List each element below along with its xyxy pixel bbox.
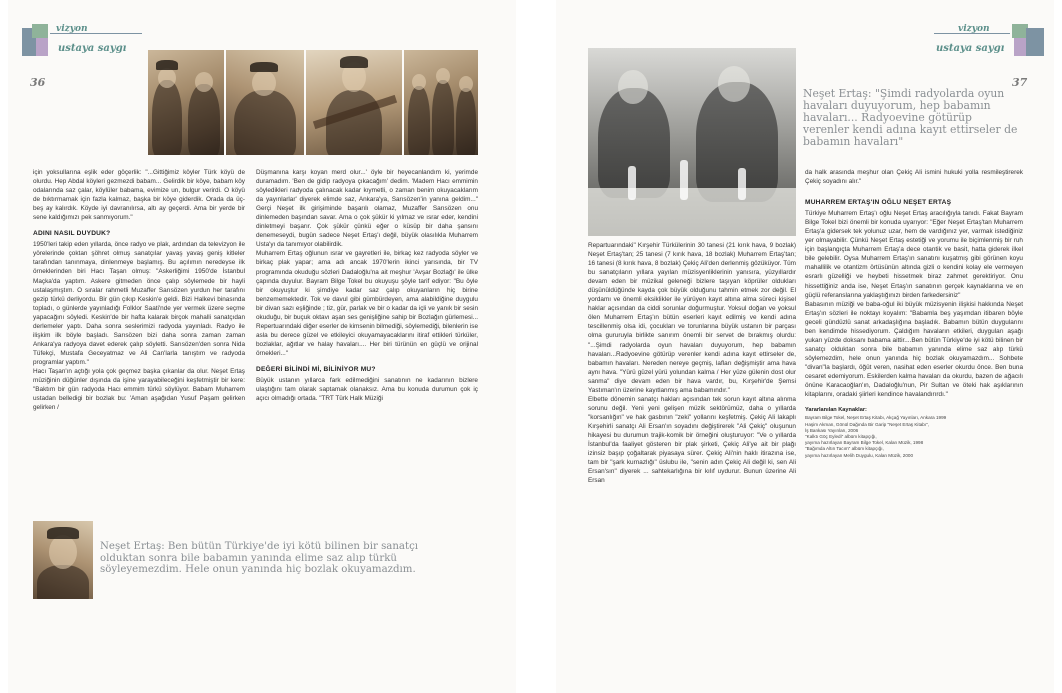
right-pull-quote: Neşet Ertaş: "Şimdi radyolarda oyun havaları duyuyorum, hep babamın havaları... Radyoevine götürüp verenler kendi adına kayıt ettirseler de babamın havaları" xyxy=(803,87,1018,148)
right-column-1 xyxy=(588,241,796,485)
left-col1-intro: için yoksullarına eşlik eder göçerlik: "...Gittiğimiz köyler Türk köyü de olurdu. Hep Abdal köyleri gezmezdi babam... Gelirdik bir köye, babam köy odalarında saz çalar, köylüler babama, evimize un, bulgur verirdi. O köyü de bıktırmamak için fazla kalmaz, başka bir köye giderdik. Orada da üç-beş ay kalırdık. Köyde iyi davranılırsa, altı ay geçerdi. Ama bir yerde bir sene kaldığımızı pek sanmıyorum." xyxy=(33,169,245,222)
reference-item: yayıma hazırlayan Bayram Bilge Tokel, Kalan Müzik, 1998 xyxy=(805,440,924,446)
left-column-1 xyxy=(33,168,245,412)
photo-men-with-saz xyxy=(148,50,224,155)
header-square-green xyxy=(32,24,48,38)
section-label: ustaya saygı xyxy=(936,43,1005,54)
reference-item: yayıma hazırlayan Melih Duygulu, Kalan Müzik, 2000 xyxy=(805,452,914,458)
reference-item: Bayram Bilge Tokel, Neşet Ertaş Kitabı, Akçağ Yayınları, Ankara 1999 xyxy=(805,415,947,421)
left-page xyxy=(8,0,516,693)
left-column-2 xyxy=(256,168,478,403)
reference-item: "Bağımda Altın Tacım" albüm kitapçığı, xyxy=(805,446,884,452)
header-square-lilac xyxy=(36,38,48,56)
page-gutter xyxy=(516,0,556,693)
photo-young-saz-player xyxy=(306,50,402,155)
right-column-2 xyxy=(805,168,1023,459)
photo-table-scene xyxy=(588,48,796,236)
photo-elder-man xyxy=(226,50,304,155)
right-col2-body: Türkiye Muharrem Ertaş'ı oğlu Neşet Ertaş aracılığıyla tanıdı. Fakat Bayram Bilge Tokel bizi önemli bir konuda uyarıyor: "Eğer Neşet Ertaş'tan Muharrem Ertaş'a gidersek tek yolunuz uzar, hem de vardığınız yer, varmak istediğiniz yer olmayabilir. Çünkü Neşet Ertaş estetiği ve yorumu ile biçimlenmiş bir ruh için başlangıçta Muharrem Ertaş'a dece otantik ve basit, hatta giderek ilkel bile gelebilir. Oysa Muharrem Ertaş'ın sanatını kuşatmış gibi görünen koyu mahallilik ve otantizm örtüsünün altında gizli o kendini kolay ele vermeyen esrarlı güzelliği ve heybeti hissetmek biraz zahmet gerektiriyor. Onu hissettiğiniz anda ise, Neşet Ertaş'ın sanatının gerçek kaynaklarına ve en güçlü referanslarına yaklaştığınızı birden farkedersiniz" Babasının müziği ve baba-oğul iki büyük müzisyenin ilişkisi hakkında Neşet Ertaş'ın sözleri ile noktayı koyalım: "Babamla beş yaşımdan itibaren böyle geceli gündüzlü sanat arkadaşlığına başladık. Babamın bütün duygularını ben kendimde hissediyorum. Çaldığım havaların etkileri, duyguları aşağı yukarı yüzde doksanı babama aittir....Ben bütün Türkiye'de iyi kötü bilinen bir sanatçı olduktan sonra bile babamın yanında elime saz alıp türkü söylemezdim, hele onun yanında hiç bozlak okuyamazdım... Sohbete "divan"la başlardı, öğüt veren, nasihat eden eserler okurdu önce. Ben buna cesaret edemiyorum. Eskilerden kalma havaları da okurdu, bazen de ağacılı önüne Karacaoğlan'ın, Dadaloğlu'nun, Pir Sultan ve öteki hak aşıklarının kitaplarını, oradaki şiirleri kendince havalandırırdı." xyxy=(805,210,1023,399)
subhead-degeri-bilindi-mi: DEĞERİ BİLİNDİ Mİ, BİLİNİYOR MU? xyxy=(256,365,376,373)
right-page xyxy=(556,0,1054,693)
references-heading: Yararlanılan Kaynaklar: xyxy=(805,407,867,414)
references xyxy=(805,407,1023,459)
reference-item: İş Bankası Yayınları, 2006 xyxy=(805,427,859,433)
left-col1-body: 1950'leri takip eden yıllarda, önce radyo ve plak, ardından da televizyon ile yörelerinde çoktan şöhret olmuş sanatçılar yavaş yavaş geniş kitleler tarafından tanınmaya, dinlenmeye başlamış. Bu açılımın neredeyse ilk örneklerinden biri Hacı Taşan olmuş: "Askerliğimi 1950'de İstanbul Maçka'da yaptım. Askere gitmeden önce çalıp söylemede bir hayli ustalaşmıştım. O sıralar rahmetli Muzaffer Sarısözen yurdun her tarafını gezip türkü derliyordu. Bir gün çıkıp Keskin'e geldi. Bizi Halkevi binasında topladı, o günlerde yayınladığı Folklor Saati'nde yer vermek üzere seçme yapacağını söyledi. Keskin'de bir hafta kalarak birçok mahalli sanatçıdan derlemeler yaptı. Daha sonra seslerimizi radyoda yayınladı. Radyo ile ilişkim ilk böyle başladı. Sarısözen bizi daha sonra zaman zaman Ankara'ya radyoya davet ederek çalıp söyletti. Sarısözen'den sonra Nida Tüfekçi, Mustafa Geceyatmaz ve Ali Can'larla tanıştım ve radyoda programlar yaptım." Hacı Taşan'ın açtığı yola çok geçmez başka çıkanlar da olur. Neşet Ertaş müziğinin düğünler dışında da işine yarayabileceğini keşfetmiştir bir kere: "Baktım bir gün radyoda Hacı emmim türkü söylüyor. Babam Muharrem ustadan belledigi bir bozlak bu: 'Aman aşağıdan Yusuf Paşam gelirken gelirken / xyxy=(33,241,245,412)
reference-item: Haşim Akman, Gönül Dağında Bir Garip "Neşet Ertaş Kitabı", xyxy=(805,421,930,427)
portrait-photo xyxy=(33,521,93,599)
right-col1-body: Repartuarındaki" Kırşehir Türkülerinin 30 tanesi (21 kırık hava, 9 bozlak) Neşet Ertaş'tan; 25 tanesi (7 kırık hava, 18 bozlak) Muharrem Ertaş'tan; 16 tanesi (8 kırık hava, 8 bozlak) Çekiç Ali'den derlenmiş gözüküyor. Tüm bu sanatçıların yıllara yayılan müzisyenliklerinin yanısıra, yüzyıllardır devam eden bir müzikal geleneği bizlere taşıyan köprüler oldukları düşünüldüğünde kayda çok büyük olduğunu tahmin etmek zor değil. El yordamı ve önemli eksiklikler ile yürüyen kayıt altına alma süreci kişisel haklar açısından da ciddi sorunlar doğurmuştur. Yoksul doğan ve yoksul ölen Muharrem Ertaş'ın bütün eserleri kayıt edilmiş ve kendi adına tescillenmiş olsa idi, çocukları ve torunlarına büyük ustanın bir parçası olma gururuyla birlikte sanırım önemli bir servet de bırakmış olurdu: "...Şimdi radyolarda oyun havaları duyuyorum, hep babamın havaları...Radyoevine götürüp verenler kendi adına kayıt ettirseler de, babamın havaları. Nereden nereye geçmiş, lafları değişmiştir ama hava aynı hava. "Yürü güzel yürü yolundan kalma / Her yüze gülenin dost olur sanma" diye devam eden bir hava vardır, bu, Kırşehir'de Şemsi Yastıman'ın üzerine kayıtlanmış ama babamındır." Elbette dönemin sanatçı hakları açısından tek sorun kayıt altına alınma sorunu değil. Yeni yeni gelişen müzik sektörümüz, daha o yıllarda "korsanlığın" ve hak gasbının "zeki" yollarını keşfetmiş. Çekiç Ali lakaplı Kırşehirli sanatçı Ali Ersan'ın soyadını değiştirerek "Ali Çekiç" oluşunun hikayesi bu durumun trajik-komik bir örneğini oluşturuyor: "Ve o yıllarda İstanbul'da faaliyet gösteren bir plak şirketi, Çekiç Ali'ye ait bir plağı izinsiz başıp çoğaltarak piyasaya sürer. Çekiç Ali'nin haklı itirazına ise, tam bir "şark kurnazlığı" üslubu ile, "senin adın Çekiç Ali değil ki, sen Ali Ersan'sın" diyerek ... sahtekarlığına bir kılıf uydurur. Bunun üzerine Ali Ersan xyxy=(588,242,796,485)
header-square-teal xyxy=(1026,28,1044,56)
page-number: 36 xyxy=(30,76,46,89)
brand-label: vizyon xyxy=(958,24,990,34)
right-header xyxy=(934,24,1054,64)
photo-group-with-saz xyxy=(404,50,478,155)
reference-item: "Kalktı Göç Eyledi" albüm kitapçığı, xyxy=(805,433,877,439)
header-square-lilac xyxy=(1014,38,1026,56)
left-header xyxy=(22,24,142,64)
left-pull-quote: Neşet Ertaş: Ben bütün Türkiye'de iyi kötü bilinen bir sanatçı olduktan sonra bile babamın yanında elime saz alıp türkü söyleyemezdim. Hele onun yanında hiç bozlak okuyamazdım. xyxy=(100,541,419,576)
right-col2-intro: da halk arasında meşhur olan Çekiç Ali ismini hukuki yolla resmileştirerek Çekiç soyadını alır." xyxy=(805,169,1023,186)
section-label: ustaya saygı xyxy=(58,43,127,54)
left-col2-body2: Büyük ustanın yıllarca fark edilmediğini sanatının ne kadarının bizlere ulaştığını tam olarak saptamak olanaksız. Ama bu konuda durumun çok iç açıcı olmadığı ortada. "TRT Türk Halk Müziği xyxy=(256,377,478,403)
left-col2-body: Düşmanına karşı koyan merd olur...' öyle bir heyecanlandım ki, yerimde duramadım. 'Ben de gidip radyoya çıkacağım' dedim. 'Madem Hacı emmimin söyledikleri radyoda çalınacak kadar kıymetli, o zaman benim okuyacaklarım da yayınlarlar' diyerek elimde saz, Ankara'ya, Sarısözen'in yanına geldim..." Gerçi Neşet ilk girişiminde başarılı olamaz, Muzaffer Sarısözen onu dinlemeden başından savar. Ama o çok şükür ki yılmaz ve ısrar eder, kendini dinletmeyi başarır. Çok şükür çünkü eğer o küsüp bir daha şansını denemeseydi, bugün sadece Neşet Ertaş'ı değil, büyük olasılıkla Muharrem Usta'yı da tanımıyor olabilirdik. Muharrem Ertaş oğlunun ısrar ve gayretleri ile, birkaç kez radyoda söyler ve birkaç plak yapar; ama adı ancak 1970'lerin ikinci yarısında, bir TV programında okuduğu sözleri Dadaloğlu'na ait meşhur 'Avşar Bozlağı' ile ülke çapında duyulur. Bayram Bilge Tokel bu okuyuşu şöyle tarif ediyor: "Bu öyle bir okuyuştur ki şimdiye kadar saz çalıp okuyanların hiç birine benzememektedir. Tok ve davul gibi gümbürdeyen, ama alabildiğine duygulu bir divan sazı eşliğinde ; tiz, gür, parlak ve bir o kadar da içli ve yanık bir sesin okuduğu, bir buçuk oktavı aşan ses genişliğine sahip bir Bozlağın gürlemesi... Repertuarındaki diğer eserler de kimsenin bilmediği, söylemediği, bilenlerin ise asla bu derece güzel ve etkileyici okuyamayacaklarını itiraf ettikleri türküler, bozlaklar, ağıtlar ve halay havaları.... Her biri türünün en güçlü ve orijinal örnekleri..." xyxy=(256,169,479,357)
page-number: 37 xyxy=(1012,76,1028,89)
subhead-neset-ertas: MUHARREM ERTAŞ'IN OĞLU NEŞET ERTAŞ xyxy=(805,199,952,207)
subhead-adini-nasil-duyduk: ADINI NASIL DUYDUK? xyxy=(33,230,111,238)
brand-label: vizyon xyxy=(56,24,88,34)
